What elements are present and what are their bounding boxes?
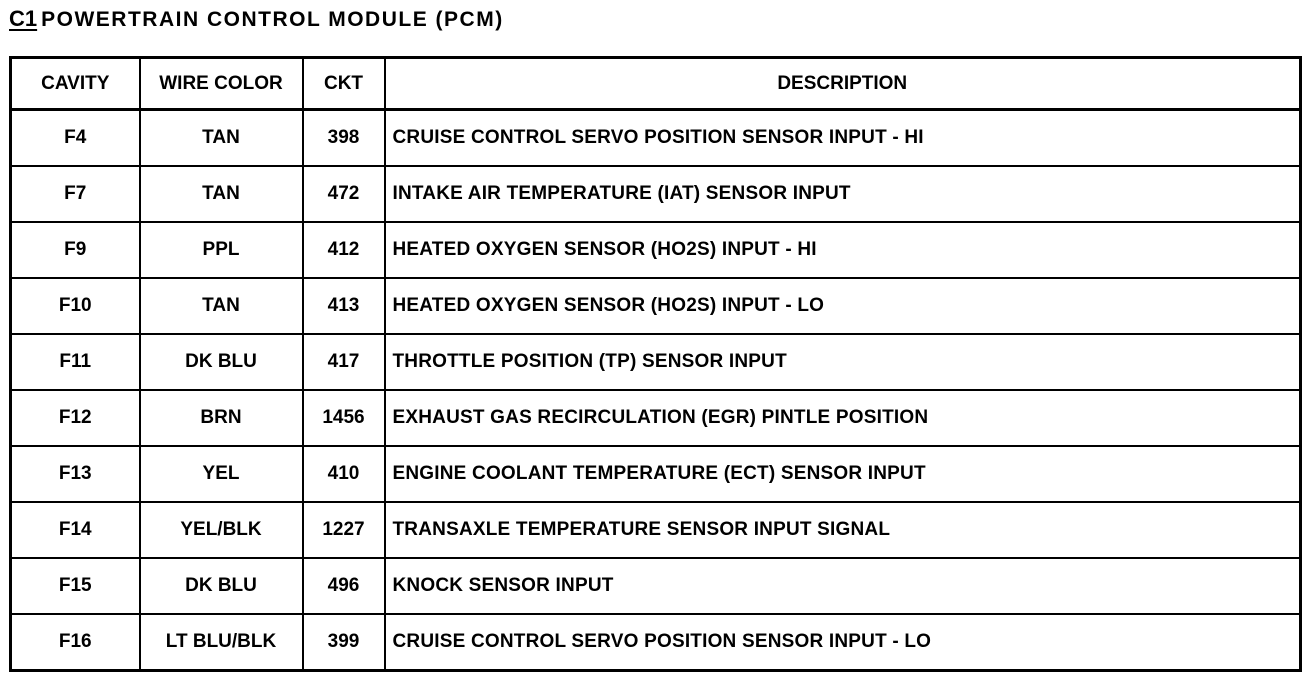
table-row bbox=[11, 614, 1301, 671]
cell-ckt: 398 bbox=[303, 110, 385, 167]
cell-wire-color: TAN bbox=[140, 278, 303, 334]
cell-cavity: F10 bbox=[11, 278, 140, 334]
cell-ckt: 472 bbox=[303, 166, 385, 222]
cell-cavity: F4 bbox=[11, 110, 140, 167]
cell-cavity: F11 bbox=[11, 334, 140, 390]
table-row bbox=[11, 390, 1301, 446]
cell-ckt: 413 bbox=[303, 278, 385, 334]
cell-description: INTAKE AIR TEMPERATURE (IAT) SENSOR INPUT bbox=[385, 166, 1301, 222]
table-row bbox=[11, 278, 1301, 334]
cell-description: CRUISE CONTROL SERVO POSITION SENSOR INPUT - LO bbox=[385, 614, 1301, 671]
cell-description: ENGINE COOLANT TEMPERATURE (ECT) SENSOR INPUT bbox=[385, 446, 1301, 502]
cell-ckt: 1456 bbox=[303, 390, 385, 446]
cell-cavity: F12 bbox=[11, 390, 140, 446]
header-wire-color: WIRE COLOR bbox=[140, 58, 303, 110]
cell-wire-color: YEL/BLK bbox=[140, 502, 303, 558]
cell-wire-color: BRN bbox=[140, 390, 303, 446]
cell-ckt: 399 bbox=[303, 614, 385, 671]
cell-cavity: F9 bbox=[11, 222, 140, 278]
cell-cavity: F14 bbox=[11, 502, 140, 558]
table-row bbox=[11, 502, 1301, 558]
connector-id: C1 bbox=[9, 6, 38, 31]
cell-description: THROTTLE POSITION (TP) SENSOR INPUT bbox=[385, 334, 1301, 390]
cell-cavity: F13 bbox=[11, 446, 140, 502]
cell-description: EXHAUST GAS RECIRCULATION (EGR) PINTLE POSITION bbox=[385, 390, 1301, 446]
title-text: POWERTRAIN CONTROL MODULE (PCM) bbox=[41, 8, 504, 31]
cell-description: HEATED OXYGEN SENSOR (HO2S) INPUT - HI bbox=[385, 222, 1301, 278]
header-description: DESCRIPTION bbox=[385, 58, 1301, 110]
cell-ckt: 496 bbox=[303, 558, 385, 614]
table-row bbox=[11, 222, 1301, 278]
cell-wire-color: YEL bbox=[140, 446, 303, 502]
cell-wire-color: PPL bbox=[140, 222, 303, 278]
table-row bbox=[11, 558, 1301, 614]
cell-description: CRUISE CONTROL SERVO POSITION SENSOR INPUT - HI bbox=[385, 110, 1301, 167]
cell-description: TRANSAXLE TEMPERATURE SENSOR INPUT SIGNAL bbox=[385, 502, 1301, 558]
header-row bbox=[11, 58, 1301, 110]
cell-description: HEATED OXYGEN SENSOR (HO2S) INPUT - LO bbox=[385, 278, 1301, 334]
table-row bbox=[11, 446, 1301, 502]
cell-cavity: F7 bbox=[11, 166, 140, 222]
cell-ckt: 417 bbox=[303, 334, 385, 390]
cell-cavity: F16 bbox=[11, 614, 140, 671]
header-ckt: CKT bbox=[303, 58, 385, 110]
cell-wire-color: DK BLU bbox=[140, 558, 303, 614]
cell-ckt: 412 bbox=[303, 222, 385, 278]
header-cavity: CAVITY bbox=[11, 58, 140, 110]
page-title bbox=[9, 6, 504, 32]
cell-wire-color: TAN bbox=[140, 166, 303, 222]
table-row bbox=[11, 166, 1301, 222]
cell-wire-color: TAN bbox=[140, 110, 303, 167]
cell-ckt: 1227 bbox=[303, 502, 385, 558]
table-row bbox=[11, 334, 1301, 390]
cell-description: KNOCK SENSOR INPUT bbox=[385, 558, 1301, 614]
cell-ckt: 410 bbox=[303, 446, 385, 502]
cell-wire-color: DK BLU bbox=[140, 334, 303, 390]
cell-wire-color: LT BLU/BLK bbox=[140, 614, 303, 671]
pinout-table bbox=[9, 56, 1302, 672]
cell-cavity: F15 bbox=[11, 558, 140, 614]
table-row bbox=[11, 110, 1301, 167]
